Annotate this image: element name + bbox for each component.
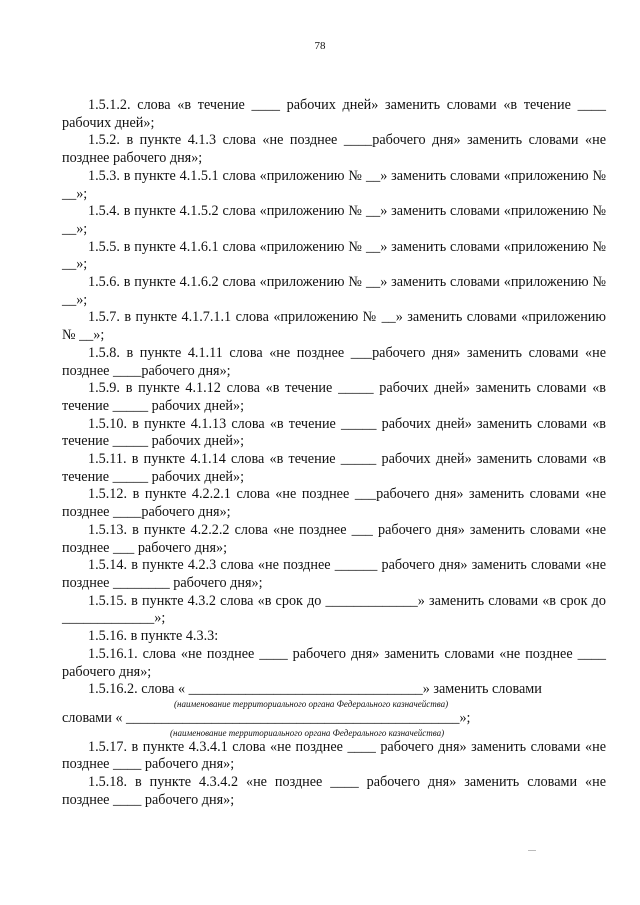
paragraph-1-5-5: 1.5.5. в пункте 4.1.6.1 слова «приложению № __» заменить словами «приложению № __»;	[62, 238, 606, 273]
paragraph-1-5-1-2: 1.5.1.2. слова «в течение ____ рабочих дней» заменить словами «в течение ____ рабочих дней»;	[62, 97, 606, 131]
paragraph-1-5-12: 1.5.12. в пункте 4.2.2.1 слова «не позднее ___рабочего дня» заменить словами «не позднее ____рабочего дня»;	[62, 486, 606, 521]
paragraph-1-5-16: 1.5.16. в пункте 4.3.3:	[88, 628, 219, 645]
paragraph-1-5-8: 1.5.8. в пункте 4.1.11 слова «не позднее ___рабочего дня» заменить словами «не позднее ____рабочего дня»;	[62, 344, 606, 379]
document-body	[62, 97, 606, 809]
paragraph-1-5-3: 1.5.3. в пункте 4.1.5.1 слова «приложению № __» заменить словами «приложению № __»;	[62, 167, 606, 202]
paragraph-1-5-14: 1.5.14. в пункте 4.2.3 слова «не позднее ______ рабочего дня» заменить словами «не позднее ________ рабочего дня»;	[62, 557, 606, 591]
paragraph-1-5-16-2: 1.5.16.2. слова « _________________________________» заменить словами	[88, 681, 542, 698]
page-number: 78	[314, 40, 326, 52]
paragraph-1-5-15: 1.5.15. в пункте 4.3.2 слова «в срок до _____________» заменить словами «в срок до _____________»;	[62, 592, 606, 627]
paragraph-1-5-18: 1.5.18. в пункте 4.3.4.2 «не позднее ____ рабочего дня» заменить словами «не позднее ____ рабочего дня»;	[62, 774, 606, 808]
paragraph-1-5-11: 1.5.11. в пункте 4.1.14 слова «в течение _____ рабочих дней» заменить словами «в течение _____ рабочих дней»;	[62, 451, 606, 485]
paragraph-1-5-4: 1.5.4. в пункте 4.1.5.2 слова «приложению № __» заменить словами «приложению № __»;	[62, 203, 606, 237]
scan-mark	[528, 850, 536, 851]
replacement-line: словами « _______________________________________________»;	[62, 709, 471, 726]
paragraph-1-5-17: 1.5.17. в пункте 4.3.4.1 слова «не позднее ____ рабочего дня» заменить словами «не позднее ____ рабочего дня»;	[62, 738, 606, 773]
paragraph-1-5-10: 1.5.10. в пункте 4.1.13 слова «в течение _____ рабочих дней» заменить словами «в течение _____ рабочих дней»;	[62, 415, 606, 450]
caption-territorial-body-1: (наименование территориального органа Федерального казначейства)	[174, 698, 449, 709]
caption-territorial-body-2: (наименование территориального органа Федерального казначейства)	[170, 727, 445, 738]
paragraph-1-5-7: 1.5.7. в пункте 4.1.7.1.1 слова «приложению № __» заменить словами «приложению № __»;	[62, 309, 606, 344]
paragraph-1-5-9: 1.5.9. в пункте 4.1.12 слова «в течение _____ рабочих дней» заменить словами «в течение _____ рабочих дней»;	[62, 380, 606, 414]
paragraph-1-5-2: 1.5.2. в пункте 4.1.3 слова «не позднее ____рабочего дня» заменить словами «не позднее рабочего дня»;	[62, 132, 606, 167]
paragraph-1-5-16-1: 1.5.16.1. слова «не позднее ____ рабочего дня» заменить словами «не позднее ____ рабочего дня»;	[62, 645, 606, 680]
paragraph-1-5-13: 1.5.13. в пункте 4.2.2.2 слова «не позднее ___ рабочего дня» заменить словами «не позднее ___ рабочего дня»;	[62, 521, 606, 556]
paragraph-1-5-6: 1.5.6. в пункте 4.1.6.2 слова «приложению № __» заменить словами «приложению № __»;	[62, 274, 606, 308]
